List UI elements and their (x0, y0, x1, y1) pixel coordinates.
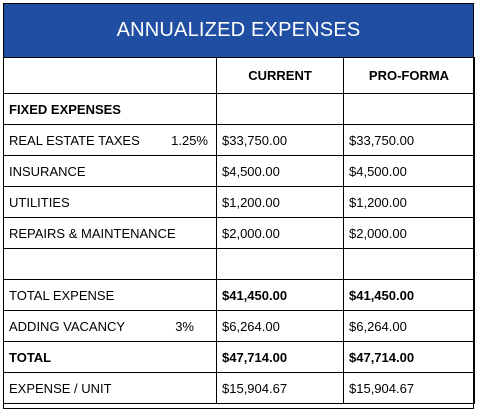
row-label: TOTAL (9, 349, 52, 365)
current-value-cell[interactable] (217, 94, 344, 125)
row-label: ADDING VACANCY (9, 318, 126, 334)
table-row (4, 342, 475, 373)
table-row (4, 187, 475, 218)
row-label-cell[interactable] (4, 342, 217, 373)
row-label-cell[interactable] (4, 373, 217, 404)
header-cell-proforma[interactable]: PRO-FORMA (344, 58, 475, 94)
row-label: EXPENSE / UNIT (9, 380, 112, 396)
row-label: FIXED EXPENSES (9, 101, 121, 117)
vacancy-rate: 3% (175, 318, 194, 334)
proforma-value-cell[interactable]: $15,904.67 (344, 373, 475, 404)
proforma-value-cell[interactable]: $41,450.00 (344, 280, 475, 311)
current-value-cell[interactable]: $6,264.00 (217, 311, 344, 342)
header-cell-label[interactable] (4, 58, 217, 94)
proforma-value-cell[interactable] (344, 249, 475, 280)
current-value-cell[interactable]: $15,904.67 (217, 373, 344, 404)
current-value-cell[interactable]: $2,000.00 (217, 218, 344, 249)
table-row (4, 311, 475, 342)
proforma-value-cell[interactable] (344, 94, 475, 125)
current-value-cell[interactable]: $33,750.00 (217, 125, 344, 156)
row-label-cell[interactable] (4, 311, 217, 342)
table-row (4, 94, 475, 125)
current-value-cell[interactable]: $41,450.00 (217, 280, 344, 311)
proforma-value-cell[interactable]: $4,500.00 (344, 156, 475, 187)
expenses-table (3, 57, 475, 404)
row-label: INSURANCE (9, 163, 86, 179)
row-label: TOTAL EXPENSE (9, 287, 115, 303)
current-value-cell[interactable]: $1,200.00 (217, 187, 344, 218)
sheet-title: ANNUALIZED EXPENSES (3, 3, 474, 57)
proforma-value-cell[interactable]: $47,714.00 (344, 342, 475, 373)
row-label-cell[interactable] (4, 280, 217, 311)
row-label: REPAIRS & MAINTENANCE (9, 225, 176, 241)
row-label-cell[interactable] (4, 187, 217, 218)
header-cell-current[interactable]: CURRENT (217, 58, 344, 94)
table-row-empty (4, 249, 475, 280)
row-label-cell[interactable] (4, 125, 217, 156)
current-value-cell[interactable] (217, 249, 344, 280)
row-label: REAL ESTATE TAXES (9, 132, 140, 148)
table-row (4, 218, 475, 249)
table-row (4, 156, 475, 187)
tax-rate: 1.25% (171, 132, 208, 148)
row-label-cell[interactable] (4, 218, 217, 249)
proforma-value-cell[interactable]: $2,000.00 (344, 218, 475, 249)
proforma-value-cell[interactable]: $1,200.00 (344, 187, 475, 218)
row-label: UTILITIES (9, 194, 70, 210)
current-value-cell[interactable]: $4,500.00 (217, 156, 344, 187)
table-header-row (4, 58, 475, 94)
table-row (4, 373, 475, 404)
proforma-value-cell[interactable]: $33,750.00 (344, 125, 475, 156)
current-value-cell[interactable]: $47,714.00 (217, 342, 344, 373)
table-row (4, 280, 475, 311)
row-label-cell[interactable] (4, 249, 217, 280)
row-label-cell[interactable] (4, 156, 217, 187)
row-label-cell[interactable] (4, 94, 217, 125)
proforma-value-cell[interactable]: $6,264.00 (344, 311, 475, 342)
table-row (4, 125, 475, 156)
